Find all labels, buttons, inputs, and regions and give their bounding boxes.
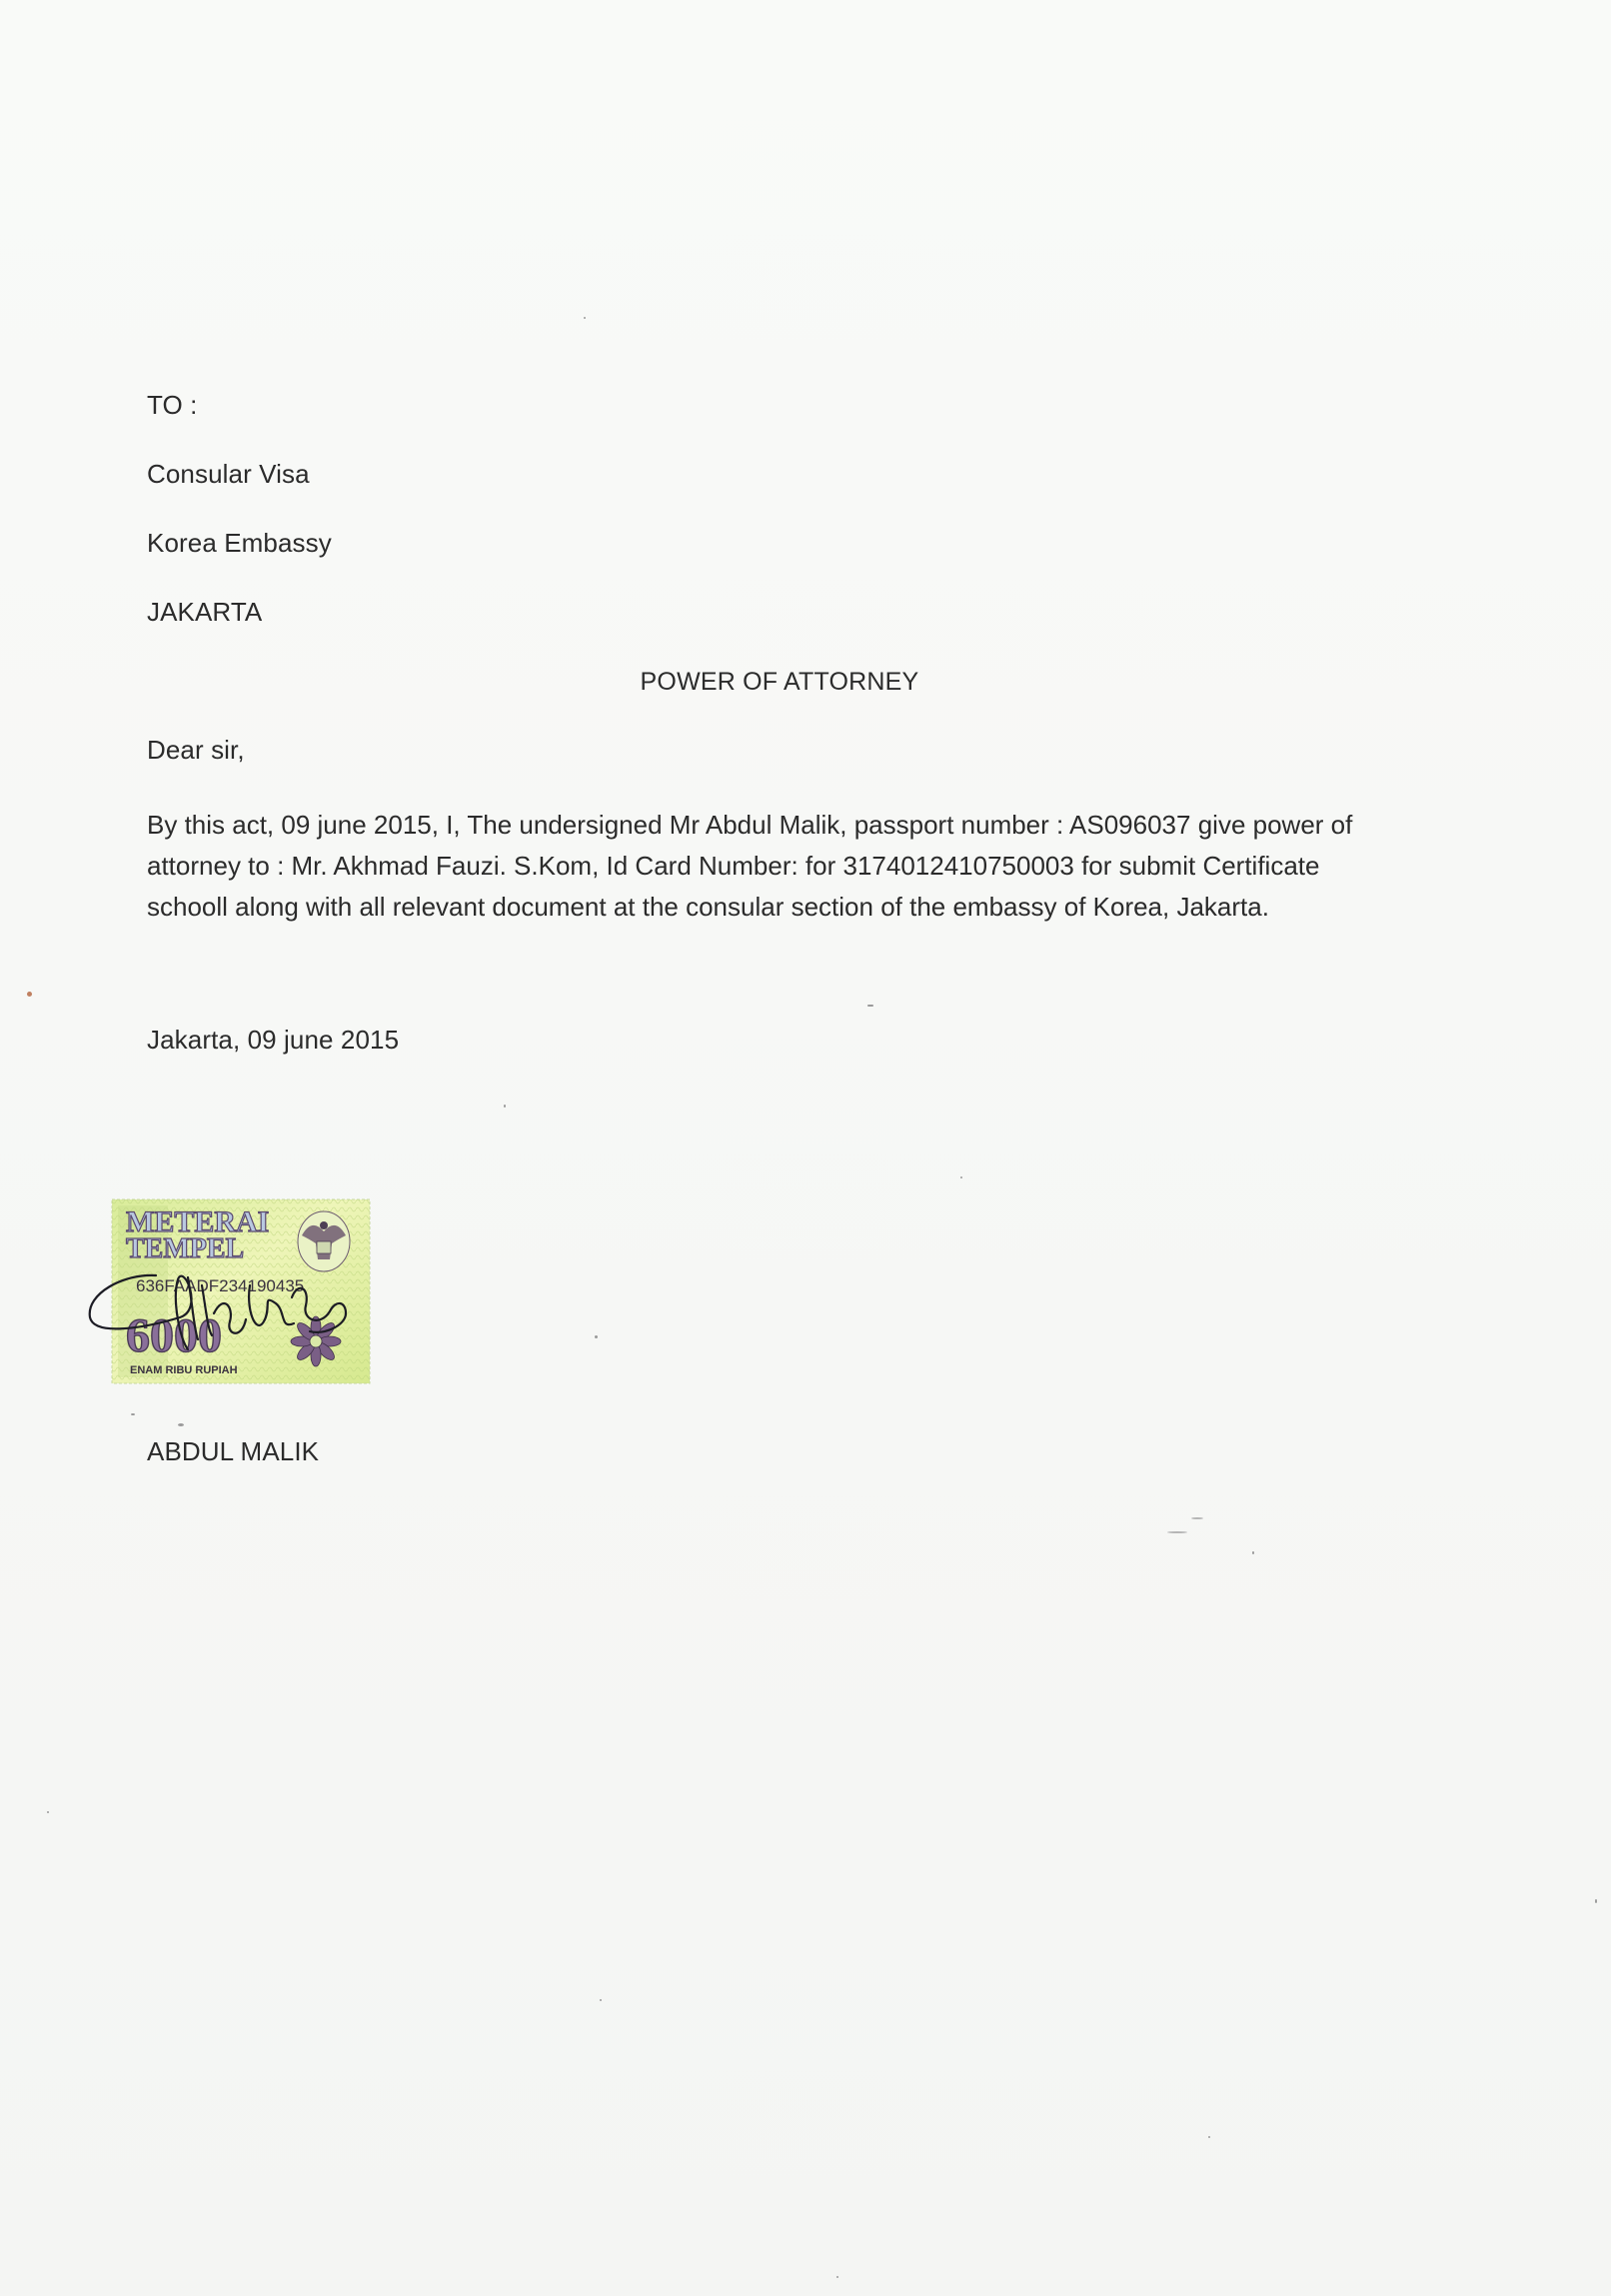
body-line-1: By this act, 09 june 2015, I, The undersigned Mr Abdul Malik, passport number : AS096037 give power of	[147, 810, 1353, 840]
recipient-line-1: Consular Visa	[147, 459, 310, 489]
stamp-value: 6000	[126, 1309, 222, 1362]
place-date: Jakarta, 09 june 2015	[147, 1025, 400, 1055]
signatory-name: ABDUL MALIK	[147, 1436, 320, 1466]
stamp-value-text: ENAM RIBU RUPIAH	[130, 1364, 238, 1376]
stamp-serial: 636FAADF234190435	[136, 1276, 305, 1295]
recipient-line-3: JAKARTA	[147, 597, 263, 627]
stamp-tempel-text: TEMPEL	[126, 1233, 245, 1264]
to-label: TO :	[147, 390, 198, 420]
garuda-emblem-icon	[298, 1211, 350, 1271]
body-line-3: schooll along with all relevant document at the consular section of the embassy of Korea, Jakarta.	[147, 892, 1269, 922]
body-paragraph	[147, 805, 1416, 928]
stamp-meterai-text: METERAI	[126, 1205, 270, 1238]
salutation: Dear sir,	[147, 735, 245, 765]
revenue-stamp	[84, 1189, 374, 1389]
recipient-line-2: Korea Embassy	[147, 528, 332, 558]
document-title: POWER OF ATTORNEY	[640, 668, 919, 696]
ornament-flower-icon	[291, 1316, 341, 1366]
body-line-2: attorney to : Mr. Akhmad Fauzi. S.Kom, Id Card Number: for 3174012410750003 for submit Certificate	[147, 851, 1320, 881]
